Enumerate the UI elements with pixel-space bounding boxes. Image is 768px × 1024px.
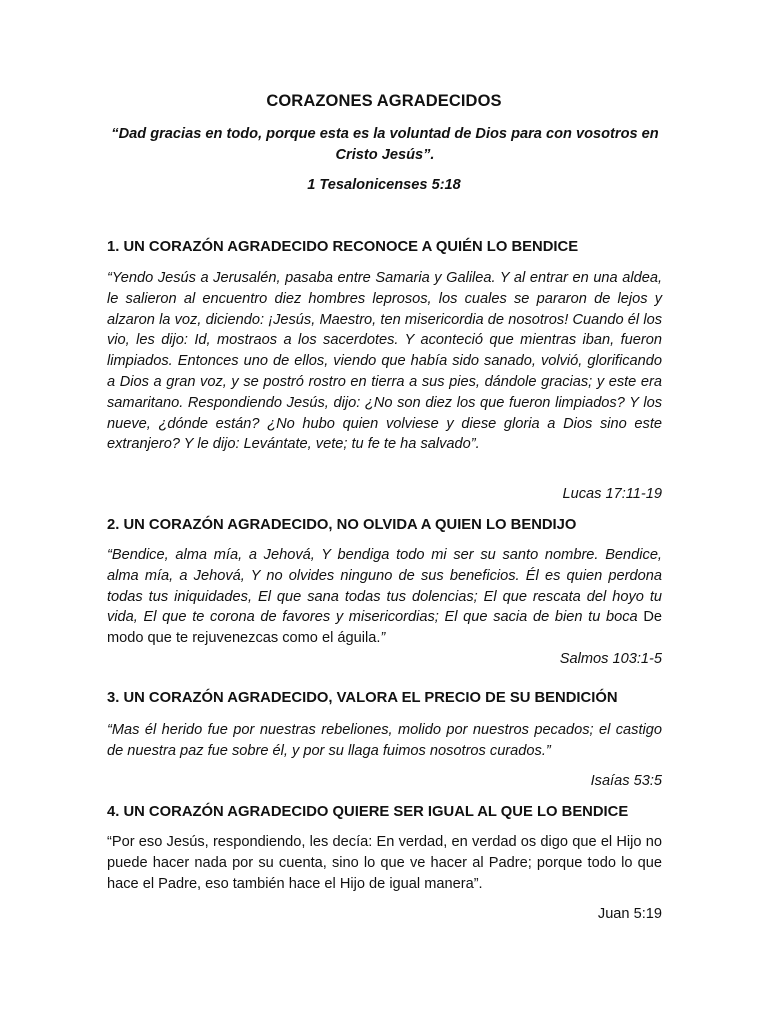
section-2-heading: 2. UN CORAZÓN AGRADECIDO, NO OLVIDA A QUIEN LO BENDIJO [107, 517, 577, 533]
section-1-text: “Yendo Jesús a Jerusalén, pasaba entre Samaria y Galilea. Y al entrar en una aldea, le salieron al encuentro diez hombres leprosos, los cuales se pararon de lejos y alzaron la voz, diciendo: ¡Jesús, Maestro, ten misericordia de nosotros! Cuando él los vio, les dijo: Id, mostraos a los sacerdotes. Y aconteció que mientras iban, fueron limpiados. Entonces uno de ellos, viendo que había sido sanado, volvió, glorificando a Dios a gran voz, y se postró rostro en tierra a sus pies, dándole gracias; y este era samaritano. Respondiendo Jesús, dijo: ¿No son diez los que fueron limpiados? Y los nueve, ¿dónde están? ¿No hubo quien volviese y diese gloria a Dios sino este extranjero? Y le dijo: Levántate, vete; tu fe te ha salvado”. [107, 270, 662, 453]
section-2-reference: Salmos 103:1-5 [559, 651, 662, 667]
document-title: CORAZONES AGRADECIDOS [266, 92, 502, 110]
section-4-text: “Por eso Jesús, respondiendo, les decía: En verdad, en verdad os digo que el Hijo no puede hacer nada por su cuenta, sino lo que ve hacer al Padre; porque todo lo que hace el Padre, eso también hace el Hijo de igual manera”. [107, 834, 662, 892]
section-4-heading: 4. UN CORAZÓN AGRADECIDO QUIERE SER IGUAL AL QUE LO BENDICE [107, 804, 629, 820]
epigraph-reference: 1 Tesalonicenses 5:18 [307, 177, 461, 193]
section-3-heading: 3. UN CORAZÓN AGRADECIDO, VALORA EL PRECIO DE SU BENDICIÓN [107, 690, 618, 706]
section-1-reference: Lucas 17:11-19 [562, 486, 662, 502]
section-3-reference: Isaías 53:5 [590, 773, 662, 789]
section-3-text: “Mas él herido fue por nuestras rebeliones, molido por nuestros pecados; el castigo de nuestra paz fue sobre él, y por su llaga fuimos nosotros curados.” [107, 722, 662, 759]
section-2-text-end: ” [380, 630, 386, 647]
epigraph-quote: “Dad gracias en todo, porque esta es la voluntad de Dios para con vosotros en Cristo Jesús”. [111, 126, 659, 163]
section-4-reference: Juan 5:19 [597, 906, 662, 922]
section-2-text [107, 545, 662, 649]
section-1-heading: 1. UN CORAZÓN AGRADECIDO RECONOCE A QUIÉN LO BENDICE [107, 239, 579, 255]
section-2-text-plain: De modo que te rejuvenezcas como el águila. [107, 609, 662, 647]
section-2-text-italic: “Bendice, alma mía, a Jehová, Y bendiga todo mi ser su santo nombre. Bendice, alma mía, a Jehová, Y no olvides ninguno de sus beneficios. Él es quien perdona todas tus iniquidades, El que sana todas tus dolencias; El que rescata del hoyo tu vida, El que te corona de favores y misericordias; El que sacia de bien tu boca [107, 547, 662, 626]
